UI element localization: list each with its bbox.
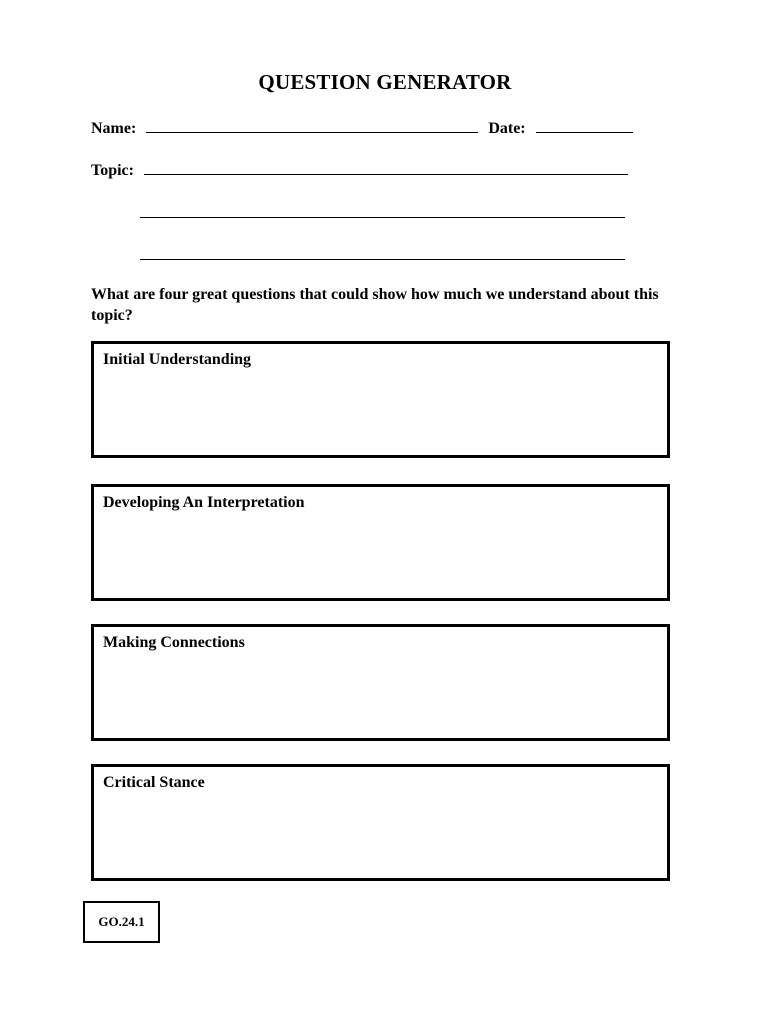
name-date-row (91, 118, 633, 138)
topic-line-2[interactable] (140, 217, 625, 218)
box-label: Critical Stance (103, 774, 205, 791)
box-label: Initial Understanding (103, 351, 252, 368)
date-field[interactable] (536, 118, 633, 133)
developing-interpretation-box[interactable] (91, 484, 670, 601)
name-field[interactable] (146, 118, 478, 133)
form-code-badge: GO.24.1 (83, 901, 160, 943)
name-label: Name: (91, 120, 137, 137)
critical-stance-box[interactable] (91, 764, 670, 881)
box-label: Developing An Interpretation (103, 494, 305, 511)
topic-line-3[interactable] (140, 259, 625, 260)
box-label: Making Connections (103, 634, 245, 651)
topic-label: Topic: (91, 162, 134, 179)
initial-understanding-box[interactable] (91, 341, 670, 458)
page-title: QUESTION GENERATOR (258, 70, 512, 94)
date-label: Date: (488, 120, 526, 137)
topic-row (91, 160, 628, 180)
topic-field[interactable] (144, 160, 628, 175)
instruction-prompt: What are four great questions that could show how much we understand about this topic? (91, 286, 659, 324)
making-connections-box[interactable] (91, 624, 670, 741)
